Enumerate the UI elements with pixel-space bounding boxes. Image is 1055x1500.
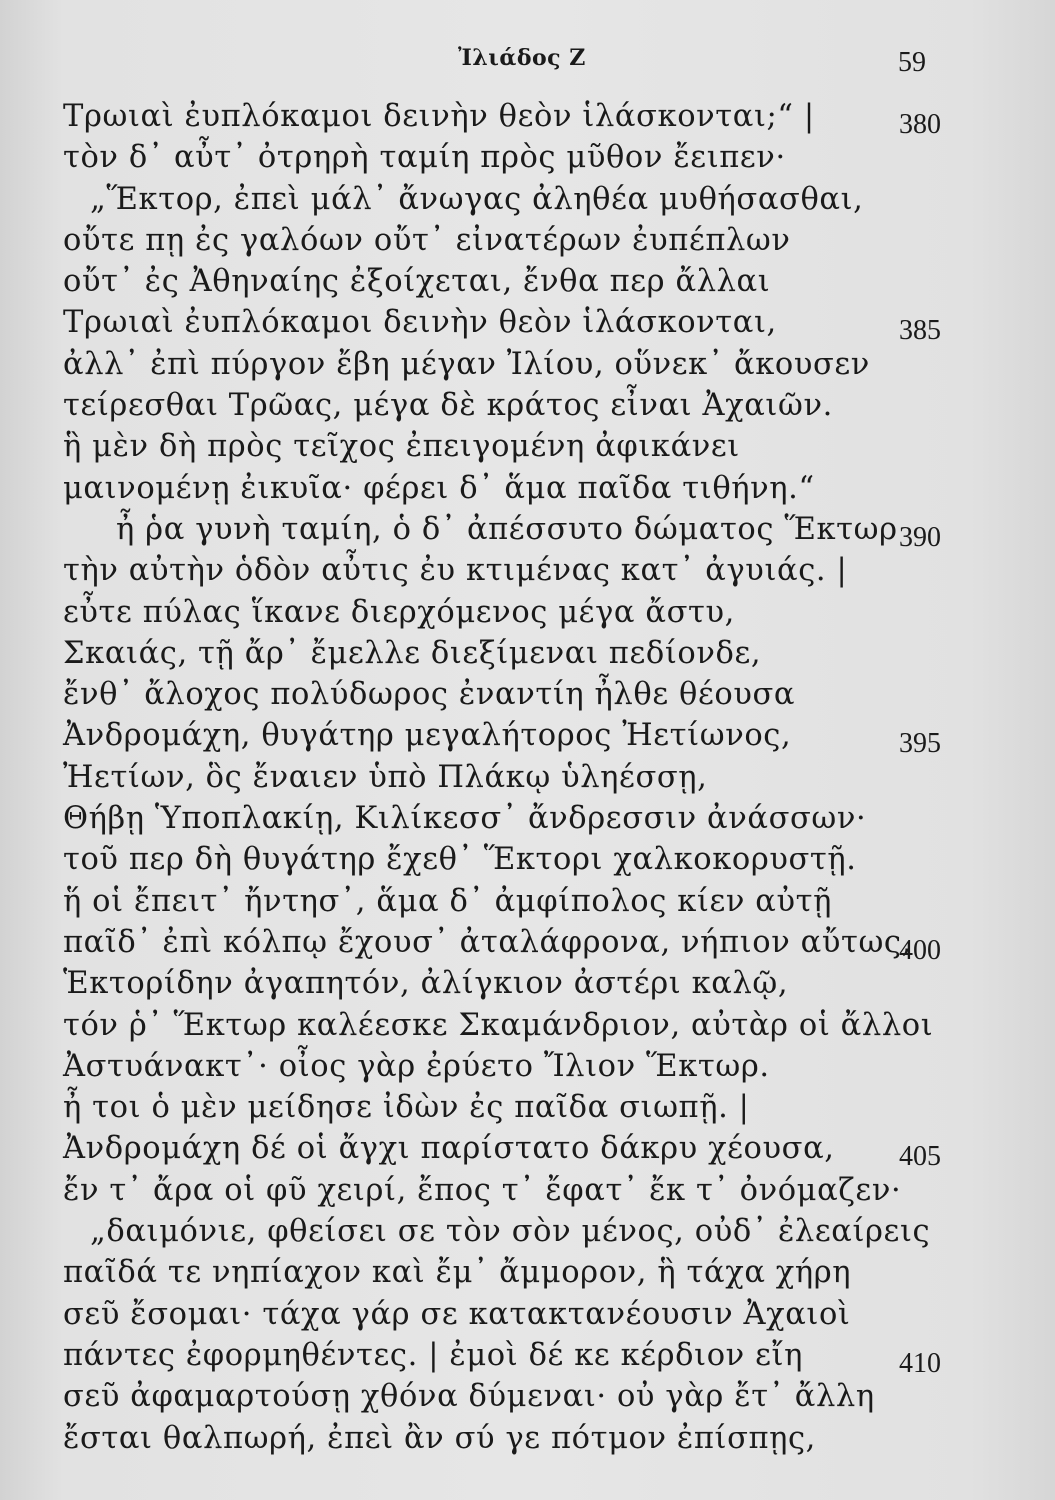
verse-line: [0, 1046, 1055, 1087]
running-head: Ἰλιάδος Ζ: [458, 45, 586, 71]
verse-line-text: τὸν δ᾽ αὖτ᾽ ὀτρηρὴ ταμίη πρὸς μῦθον ἔειπεν·: [63, 140, 786, 176]
verse-line: [0, 1211, 1055, 1252]
verse-line-text: Ἀνδρομάχη δέ οἱ ἄγχι παρίστατο δάκρυ χέουσα,: [63, 1131, 835, 1167]
verse-line-text: οὔτε πῃ ἐς γαλόων οὔτ᾽ εἰνατέρων ἐυπέπλων: [63, 222, 791, 258]
verse-line: [0, 1294, 1055, 1335]
verse-line: [0, 550, 1055, 591]
verse-line-text: τόν ῥ᾽ Ἕκτωρ καλέεσκε Σκαμάνδριον, αὐτὰρ οἱ ἄλλοι: [63, 1007, 934, 1043]
verse-line-text: Ἑκτορίδην ἀγαπητόν, ἀλίγκιον ἀστέρι καλῷ,: [63, 966, 789, 1002]
verse-line: [0, 592, 1055, 633]
verse-line-text: μαινομένῃ ἐικυῖα· φέρει δ᾽ ἅμα παῖδα τιθήνη.“: [63, 470, 815, 506]
verse-line-text: Σκαιάς, τῇ ἄρ᾽ ἔμελλε διεξίμεναι πεδίονδε,: [63, 635, 762, 671]
verse-line: [0, 344, 1055, 385]
verse-line-text: σεῦ ἔσομαι· τάχα γάρ σε κατακτανέουσιν Ἀχαιοὶ: [63, 1296, 851, 1332]
line-number: 380: [899, 109, 941, 140]
verse-line: [0, 426, 1055, 467]
verse-line-text: Τρωιαὶ ἐυπλόκαμοι δεινὴν θεὸν ἱλάσκονται;“ |: [63, 99, 815, 134]
verse-line-text: σεῦ ἀφαμαρτούσῃ χθόνα δύμεναι· οὐ γὰρ ἔτ᾽ ἄλλη: [63, 1379, 875, 1415]
verse-line: [0, 1418, 1055, 1459]
verse-line: [0, 881, 1055, 922]
verse-line-text: ἦ ῥα γυνὴ ταμίη, ὁ δ᾽ ἀπέσσυτο δώματος Ἕκτωρ: [116, 511, 898, 547]
verse-line: [0, 468, 1055, 509]
verse-line: [0, 757, 1055, 798]
page-header: [0, 45, 1055, 85]
verse-line: [0, 715, 1055, 760]
verse-line-text: ἔνθ᾽ ἄλοχος πολύδωρος ἐναντίη ἦλθε θέουσα: [63, 677, 796, 713]
verse-line-text: „Ἕκτορ, ἐπεὶ μάλ᾽ ἄνωγας ἀληθέα μυθήσασθαι,: [90, 181, 864, 217]
verse-line: [0, 963, 1055, 1004]
verse-text-block: [0, 96, 1055, 1459]
verse-line-text: εὖτε πύλας ἵκανε διερχόμενος μέγα ἄστυ,: [63, 594, 735, 630]
verse-line-text: Ἀνδρομάχη, θυγάτηρ μεγαλήτορος Ἠετίωνος,: [63, 718, 792, 754]
line-number: 390: [899, 521, 941, 553]
verse-line: [0, 798, 1055, 839]
line-number: 395: [899, 728, 941, 760]
line-number: 410: [899, 1347, 941, 1379]
verse-line: [0, 1335, 1055, 1379]
verse-line: [0, 633, 1055, 674]
verse-line-text: παῖδά τε νηπίαχον καὶ ἔμ᾽ ἄμμορον, ἣ τάχα χήρη: [63, 1255, 852, 1291]
verse-line-text: τὴν αὐτὴν ὁδὸν αὖτις ἐυ κτιμένας κατ᾽ ἀγυιάς. |: [63, 553, 848, 589]
verse-line-text: ἔν τ᾽ ἄρα οἱ φῦ χειρί, ἔπος τ᾽ ἔφατ᾽ ἔκ τ᾽ ὀνόμαζεν·: [63, 1172, 902, 1208]
verse-line: [0, 1252, 1055, 1293]
verse-line-text: Ἠετίων, ὃς ἔναιεν ὑπὸ Πλάκῳ ὑληέσσῃ,: [63, 759, 708, 795]
verse-line-text: Θήβῃ Ὑποπλακίῃ, Κιλίκεσσ᾽ ἄνδρεσσιν ἀνάσσων·: [63, 801, 867, 837]
verse-line: [0, 96, 1055, 140]
verse-line-text: ἥ οἱ ἔπειτ᾽ ἤντησ᾽, ἅμα δ᾽ ἀμφίπολος κίεν αὐτῇ: [63, 883, 832, 919]
verse-line: [0, 220, 1055, 261]
verse-line: [0, 137, 1055, 178]
verse-line: [0, 1128, 1055, 1173]
verse-line: [0, 1376, 1055, 1417]
verse-line: [0, 839, 1055, 880]
verse-line-text: Ἀστυάνακτ᾽· οἶος γὰρ ἐρύετο Ἴλιον Ἕκτωρ.: [63, 1048, 770, 1084]
verse-line-text: „δαιμόνιε, φθείσει σε τὸν σὸν μένος, οὐδ᾽ ἐλεαίρεις: [90, 1214, 931, 1250]
verse-line: [0, 922, 1055, 966]
verse-line: [0, 674, 1055, 715]
verse-line: [0, 179, 1055, 220]
verse-line-text: Τρωιαὶ ἐυπλόκαμοι δεινὴν θεὸν ἱλάσκονται,: [63, 305, 777, 341]
verse-line: [0, 385, 1055, 426]
verse-line: [0, 261, 1055, 302]
verse-line-text: ἀλλ᾽ ἐπὶ πύργον ἔβη μέγαν Ἰλίου, οὕνεκ᾽ ἄκουσεν: [63, 346, 870, 382]
verse-line: [0, 1087, 1055, 1128]
verse-line-text: πάντες ἐφορμηθέντες. | ἐμοὶ δέ κε κέρδιον εἴη: [63, 1337, 803, 1373]
verse-line: [0, 509, 1055, 553]
verse-line-text: ἦ τοι ὁ μὲν μείδησε ἰδὼν ἐς παῖδα σιωπῇ. |: [63, 1090, 750, 1126]
verse-line-text: τείρεσθαι Τρῶας, μέγα δὲ κράτος εἶναι Ἀχαιῶν.: [63, 388, 833, 424]
page-number: 59: [898, 47, 926, 78]
line-number: 385: [899, 315, 941, 347]
verse-line: [0, 1005, 1055, 1046]
verse-line-text: τοῦ περ δὴ θυγάτηρ ἔχεθ᾽ Ἕκτορι χαλκοκορυστῇ.: [63, 842, 857, 878]
verse-line-text: ἣ μὲν δὴ πρὸς τεῖχος ἐπειγομένη ἀφικάνει: [63, 429, 740, 465]
verse-line-text: οὔτ᾽ ἐς Ἀθηναίης ἐξοίχεται, ἔνθα περ ἄλλαι: [63, 264, 771, 300]
line-number: 405: [899, 1141, 941, 1173]
verse-line: [0, 1170, 1055, 1211]
line-number: 400: [899, 934, 941, 966]
verse-line-text: παῖδ᾽ ἐπὶ κόλπῳ ἔχουσ᾽ ἀταλάφρονα, νήπιον αὔτως,: [63, 924, 912, 960]
verse-line: [0, 302, 1055, 347]
verse-line-text: ἔσται θαλπωρή, ἐπεὶ ἂν σύ γε πότμον ἐπίσπῃς,: [63, 1420, 816, 1456]
